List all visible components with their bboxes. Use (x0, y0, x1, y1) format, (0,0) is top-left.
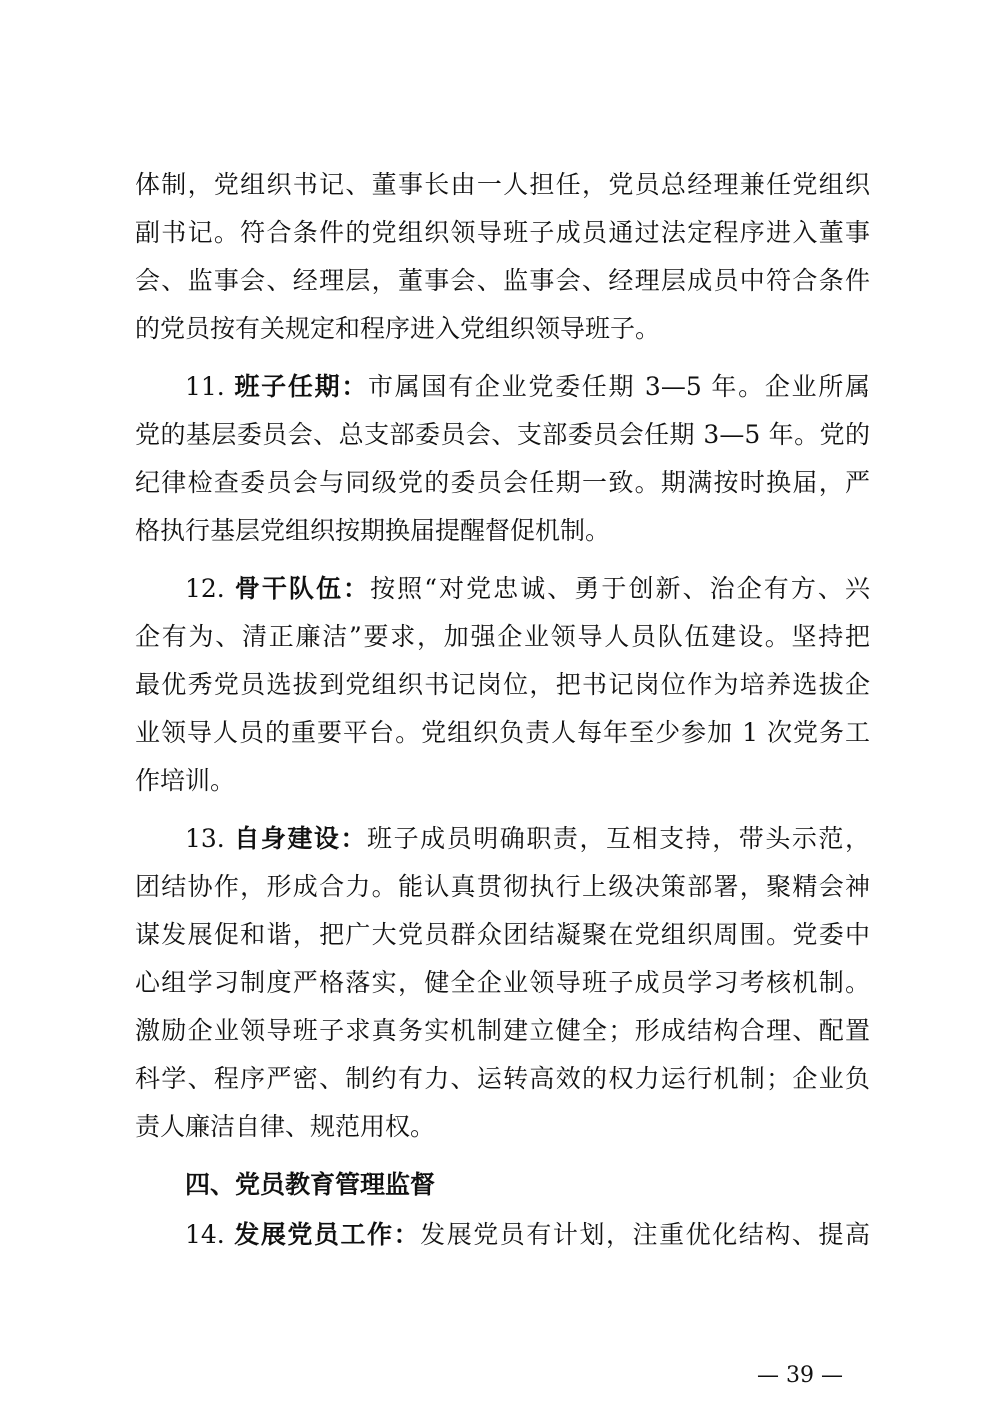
paragraph-line: 会、监事会、经理层，董事会、监事会、经理层成员中符合条件 (135, 266, 870, 295)
paragraph-line: 责人廉洁自律、规范用权。 (135, 1112, 436, 1141)
paragraph-line: 激励企业领导班子求真务实机制建立健全；形成结构合理、配置 (135, 1016, 870, 1045)
item-14-first-line (185, 1220, 870, 1250)
section-heading: 四、党员教育管理监督 (185, 1170, 436, 1199)
item-term: 骨干队伍： (234, 574, 371, 603)
paragraph-line: 体制，党组织书记、董事长由一人担任，党员总经理兼任党组织 (135, 170, 870, 199)
item-term: 班子任期： (234, 372, 369, 401)
item-term: 自身建设： (234, 824, 368, 853)
item-number: 13. (185, 824, 225, 853)
paragraph-line: 企有为、清正廉洁”要求，加强企业领导人员队伍建设。坚持把 (135, 622, 870, 651)
paragraph-line: 科学、程序严密、制约有力、运转高效的权力运行机制；企业负 (135, 1064, 870, 1093)
item-term: 发展党员工作： (234, 1220, 421, 1249)
paragraph-line: 心组学习制度严格落实，健全企业领导班子成员学习考核机制。 (135, 968, 870, 997)
paragraph-line: 副书记。符合条件的党组织领导班子成员通过法定程序进入董事 (135, 218, 870, 247)
item-12-first-line (185, 574, 870, 604)
paragraph-line: 格执行基层党组织按期换届提醒督促机制。 (135, 516, 611, 545)
paragraph-line: 纪律检查委员会与同级党的委员会任期一致。期满按时换届，严 (135, 468, 870, 497)
item-number: 14. (185, 1220, 225, 1249)
paragraph-line: 的党员按有关规定和程序进入党组织领导班子。 (135, 314, 661, 343)
paragraph-line: 作培训。 (135, 766, 236, 795)
item-text: 市属国有企业党委任期 3—5 年。企业所属 (368, 372, 870, 401)
page-number: — 39 — (757, 1363, 843, 1388)
item-number: 12. (185, 574, 225, 603)
paragraph-line: 最优秀党员选拔到党组织书记岗位，把书记岗位作为培养选拔企 (135, 670, 870, 699)
item-text: 按照“对党忠诚、勇于创新、治企有方、兴 (370, 574, 870, 603)
item-13-first-line (185, 824, 870, 854)
item-11-first-line (185, 372, 870, 402)
item-number: 11. (185, 372, 225, 401)
item-text: 发展党员有计划，注重优化结构、提高 (420, 1220, 870, 1249)
item-text: 班子成员明确职责，互相支持，带头示范， (367, 824, 870, 853)
paragraph-line: 团结协作，形成合力。能认真贯彻执行上级决策部署，聚精会神 (135, 872, 870, 901)
paragraph-line: 谋发展促和谐，把广大党员群众团结凝聚在党组织周围。党委中 (135, 920, 870, 949)
paragraph-line: 业领导人员的重要平台。党组织负责人每年至少参加 1 次党务工 (135, 718, 870, 747)
paragraph-line: 党的基层委员会、总支部委员会、支部委员会任期 3—5 年。党的 (135, 420, 870, 449)
